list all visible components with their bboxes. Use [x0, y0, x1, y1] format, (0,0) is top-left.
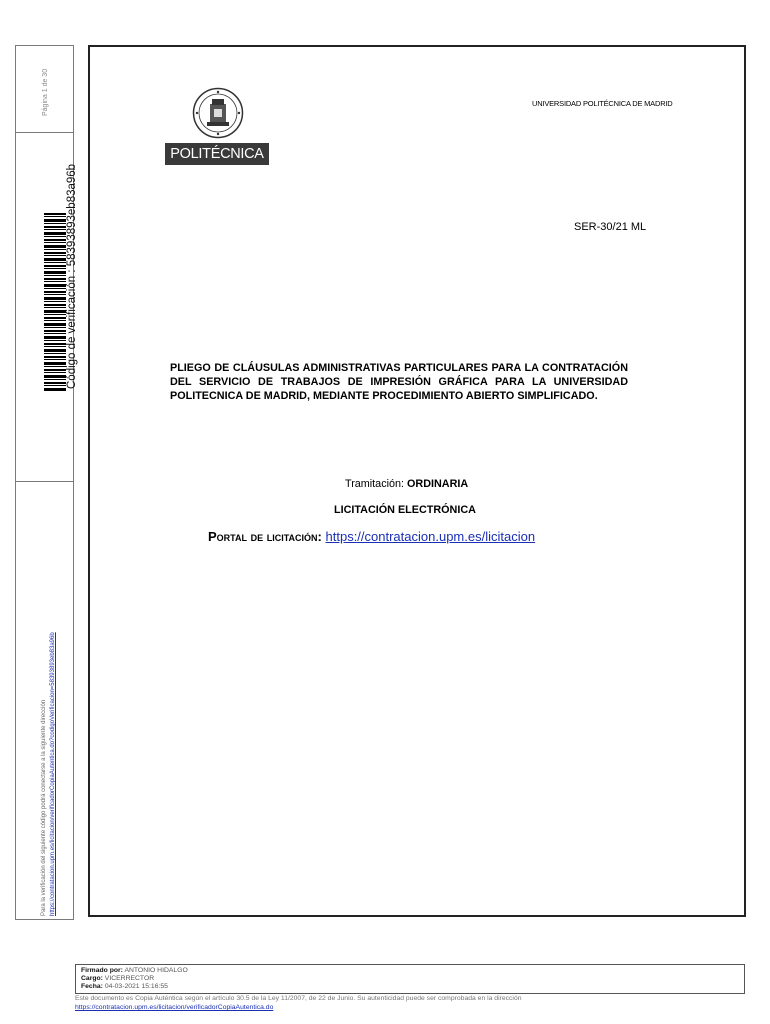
university-seal-icon — [192, 87, 244, 139]
cargo-label: Cargo: — [81, 975, 103, 982]
fecha-row — [81, 983, 744, 991]
tramitacion-value: ORDINARIA — [407, 478, 469, 490]
page-counter: Página 1 de 30 — [42, 68, 49, 116]
cargo-row — [81, 975, 744, 983]
portal-link[interactable]: https://contratacion.upm.es/licitacion — [325, 529, 536, 544]
authenticity-note: Este documento es Copia Auténtica según el artículo 30.5 de la Ley 11/2007, de 22 de Junio. Su autenticidad puede ser comprobada en la dirección — [75, 995, 522, 1002]
tramitacion-label: Tramitación: — [345, 478, 404, 490]
fecha-value: 04-03-2021 15:16:55 — [104, 983, 168, 990]
signature-box — [75, 964, 745, 994]
verification-link[interactable]: https://contratacion.upm.es/licitacion/verificadorCopiaAutentica.do?codigoVerificacion=58393893eb83a96b — [50, 632, 56, 916]
verification-code: Código de verificación : 58393893eb83a96b — [66, 163, 78, 389]
licitacion-type: LICITACIÓN ELECTRÓNICA — [334, 504, 476, 516]
barcode — [44, 213, 66, 391]
signed-by-row — [81, 967, 744, 975]
document-reference: SER-30/21 ML — [574, 221, 647, 233]
document-title: PLIEGO DE CLÁUSULAS ADMINISTRATIVAS PARTICULARES PARA LA CONTRATACIÓN DEL SERVICIO DE TRABAJOS DE IMPRESIÓN GRÁFICA PARA LA UNIVERSIDAD POLITECNICA DE MADRID, MEDIANTE PROCEDIMIENTO ABIERTO SIMPLIFICADO. — [170, 362, 628, 402]
logo-wordmark: POLITÉCNICA — [165, 143, 269, 165]
portal-line — [208, 529, 535, 544]
fecha-label: Fecha: — [81, 983, 103, 990]
portal-label: Portal de licitación: — [208, 529, 322, 544]
tramitacion-line — [345, 478, 468, 490]
signed-by-label: Firmado por: — [81, 967, 123, 974]
signed-by-value: ANTONIO HIDALGO — [124, 967, 188, 974]
cargo-value: VICERRECTOR — [104, 975, 155, 982]
verification-note: Para la verificación del siguiente código podrá conectarse a la siguiente dirección — [41, 699, 47, 916]
authenticity-link[interactable]: https://contratacion.upm.es/licitacion/verificadorCopiaAutentica.do — [75, 1004, 274, 1011]
strip-divider — [16, 481, 73, 482]
university-name: UNIVERSIDAD POLITÉCNICA DE MADRID — [532, 99, 673, 108]
strip-divider — [16, 132, 73, 133]
